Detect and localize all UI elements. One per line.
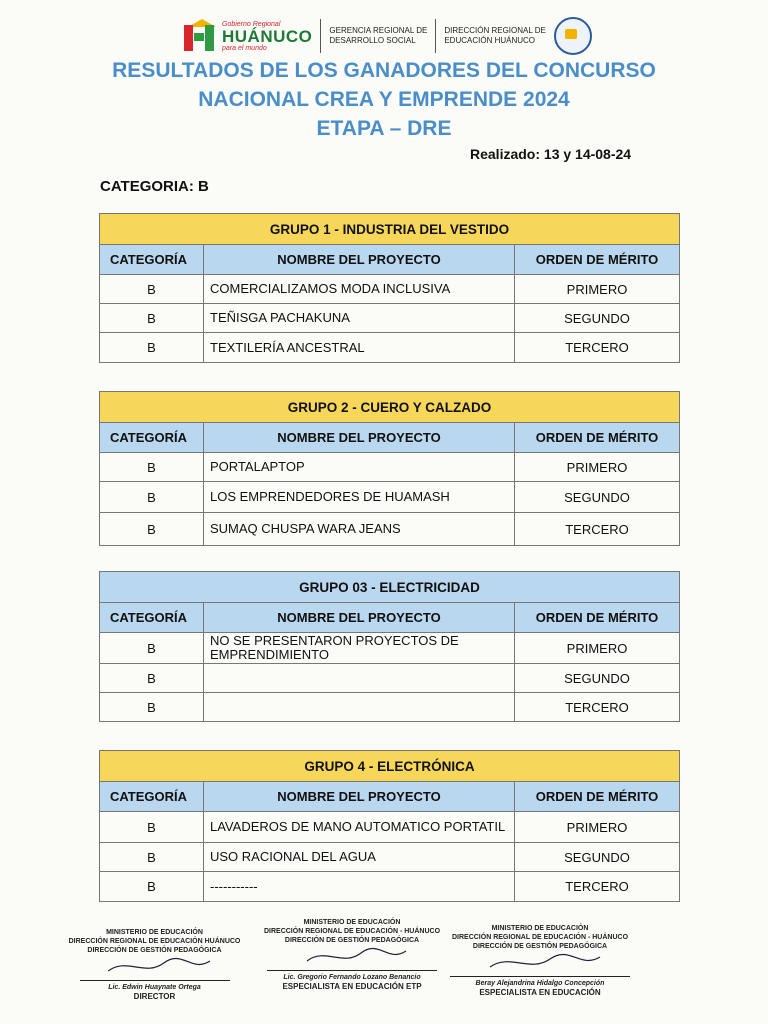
categoria-heading: CATEGORIA: B (100, 178, 209, 195)
cell-proyecto: PORTALAPTOP (204, 453, 515, 482)
signature-line (80, 980, 230, 981)
table-row (100, 664, 680, 693)
cell-proyecto: COMERCIALIZAMOS MODA INCLUSIVA (204, 275, 515, 304)
signature-block (262, 918, 442, 991)
column-header-merito: ORDEN DE MÉRITO (515, 782, 680, 812)
signer-name: Lic. Edwin Huaynate Ortega (108, 984, 201, 991)
signature-stamp-line: DIRECCIÓN DE GESTIÓN PEDAGÓGICA (472, 943, 608, 950)
letterhead (182, 14, 592, 58)
table-row (100, 843, 680, 872)
cell-merito: PRIMERO (515, 275, 680, 304)
column-header-merito: ORDEN DE MÉRITO (515, 423, 680, 453)
handwritten-signature-icon (62, 955, 247, 977)
cell-merito: TERCERO (515, 513, 680, 546)
cell-categoria: B (100, 812, 204, 843)
group-title: GRUPO 03 - ELECTRICIDAD (100, 572, 680, 603)
cell-merito: TERCERO (515, 872, 680, 902)
cell-proyecto (204, 693, 515, 722)
logo-tagline: para el mundo (222, 44, 267, 52)
cell-merito: SEGUNDO (515, 843, 680, 872)
table-row (100, 304, 680, 333)
cell-categoria: B (100, 453, 204, 482)
cell-categoria: B (100, 693, 204, 722)
table-row (100, 872, 680, 902)
header-divider (435, 19, 436, 53)
cell-categoria: B (100, 872, 204, 902)
cell-categoria: B (100, 513, 204, 546)
cell-proyecto: LAVADEROS DE MANO AUTOMATICO PORTATIL (204, 812, 515, 843)
table-row (100, 513, 680, 546)
cell-categoria: B (100, 333, 204, 363)
gobierno-regional-logo (182, 19, 312, 53)
signer-role: ESPECIALISTA EN EDUCACIÓN (479, 988, 601, 997)
group-table (99, 391, 680, 546)
logo-small-text: Gobierno Regional (222, 20, 281, 28)
huanuco-logo-icon (182, 19, 218, 53)
column-header-categoria: CATEGORÍA (100, 245, 204, 275)
column-header-merito: ORDEN DE MÉRITO (515, 603, 680, 633)
cell-proyecto: TEÑISGA PACHAKUNA (204, 304, 515, 333)
signature-stamp-line: DIRECCIÓN REGIONAL DE EDUCACIÓN - HUÁNUCO (263, 928, 441, 935)
cell-merito: SEGUNDO (515, 482, 680, 513)
column-header-proyecto: NOMBRE DEL PROYECTO (204, 245, 515, 275)
column-header-merito: ORDEN DE MÉRITO (515, 245, 680, 275)
signer-name: Beray Alejandrina Hidalgo Concepción (475, 980, 605, 987)
group-table (99, 750, 680, 902)
cell-proyecto: LOS EMPRENDEDORES DE HUAMASH (204, 482, 515, 513)
dre-seal-icon (554, 17, 592, 55)
group-table (99, 213, 680, 363)
column-header-proyecto: NOMBRE DEL PROYECTO (204, 782, 515, 812)
cell-proyecto: NO SE PRESENTARON PROYECTOS DE EMPRENDIMIENTO (204, 633, 515, 664)
cell-merito: PRIMERO (515, 453, 680, 482)
org-direccion: DIRECCIÓN REGIONAL DE EDUCACIÓN HUÁNUCO (444, 26, 546, 45)
cell-proyecto: TEXTILERÍA ANCESTRAL (204, 333, 515, 363)
cell-proyecto: USO RACIONAL DEL AGUA (204, 843, 515, 872)
cell-proyecto: ----------- (204, 872, 515, 902)
cell-merito: TERCERO (515, 333, 680, 363)
signature-line (450, 976, 630, 977)
signature-stamp-line: DIRECCIÓN REGIONAL DE EDUCACIÓN - HUÁNUCO (451, 934, 629, 941)
table-row (100, 693, 680, 722)
cell-merito: TERCERO (515, 693, 680, 722)
signature-stamp-line: DIRECCIÓN DE GESTIÓN PEDAGÓGICA (87, 947, 222, 954)
signer-role: DIRECTOR (133, 992, 176, 1001)
cell-proyecto (204, 664, 515, 693)
cell-merito: SEGUNDO (515, 304, 680, 333)
handwritten-signature-icon (262, 945, 442, 967)
table-row (100, 333, 680, 363)
cell-merito: SEGUNDO (515, 664, 680, 693)
cell-merito: PRIMERO (515, 812, 680, 843)
group-table (99, 571, 680, 722)
table-row (100, 453, 680, 482)
cell-categoria: B (100, 843, 204, 872)
handwritten-signature-icon (440, 951, 640, 973)
signature-stamp-line: MINISTERIO DE EDUCACIÓN (303, 919, 401, 926)
signature-line (267, 970, 437, 971)
signature-block (62, 928, 247, 1001)
cell-categoria: B (100, 304, 204, 333)
org-gerencia: GERENCIA REGIONAL DE DESARROLLO SOCIAL (329, 26, 428, 45)
header-divider (320, 19, 321, 53)
group-title: GRUPO 2 - CUERO Y CALZADO (100, 392, 680, 423)
group-title: GRUPO 1 - INDUSTRIA DEL VESTIDO (100, 214, 680, 245)
signature-stamp-line: MINISTERIO DE EDUCACIÓN (491, 925, 589, 932)
column-header-proyecto: NOMBRE DEL PROYECTO (204, 423, 515, 453)
group-title: GRUPO 4 - ELECTRÓNICA (100, 751, 680, 782)
column-header-categoria: CATEGORÍA (100, 423, 204, 453)
cell-categoria: B (100, 482, 204, 513)
table-row (100, 275, 680, 304)
column-header-categoria: CATEGORÍA (100, 782, 204, 812)
table-row (100, 812, 680, 843)
signature-stamp-line: MINISTERIO DE EDUCACIÓN (106, 929, 203, 936)
signature-block (440, 924, 640, 997)
cell-categoria: B (100, 664, 204, 693)
table-row (100, 633, 680, 664)
cell-categoria: B (100, 275, 204, 304)
document-title: RESULTADOS DE LOS GANADORES DEL CONCURSO NACIONAL CREA Y EMPRENDE 2024 ETAPA – DRE (112, 59, 656, 140)
column-header-categoria: CATEGORÍA (100, 603, 204, 633)
signer-name: Lic. Gregorio Fernando Lozano Benancio (283, 974, 421, 981)
realizado-date: Realizado: 13 y 14-08-24 (470, 146, 632, 162)
cell-categoria: B (100, 633, 204, 664)
logo-name: HUÁNUCO (222, 26, 313, 46)
table-row (100, 482, 680, 513)
signature-stamp-line: DIRECCIÓN DE GESTIÓN PEDAGÓGICA (284, 937, 420, 944)
cell-merito: PRIMERO (515, 633, 680, 664)
signer-role: ESPECIALISTA EN EDUCACIÓN ETP (282, 982, 422, 991)
cell-proyecto: SUMAQ CHUSPA WARA JEANS (204, 513, 515, 546)
signature-stamp-line: DIRECCIÓN REGIONAL DE EDUCACIÓN HUÁNUCO (68, 938, 241, 945)
column-header-proyecto: NOMBRE DEL PROYECTO (204, 603, 515, 633)
